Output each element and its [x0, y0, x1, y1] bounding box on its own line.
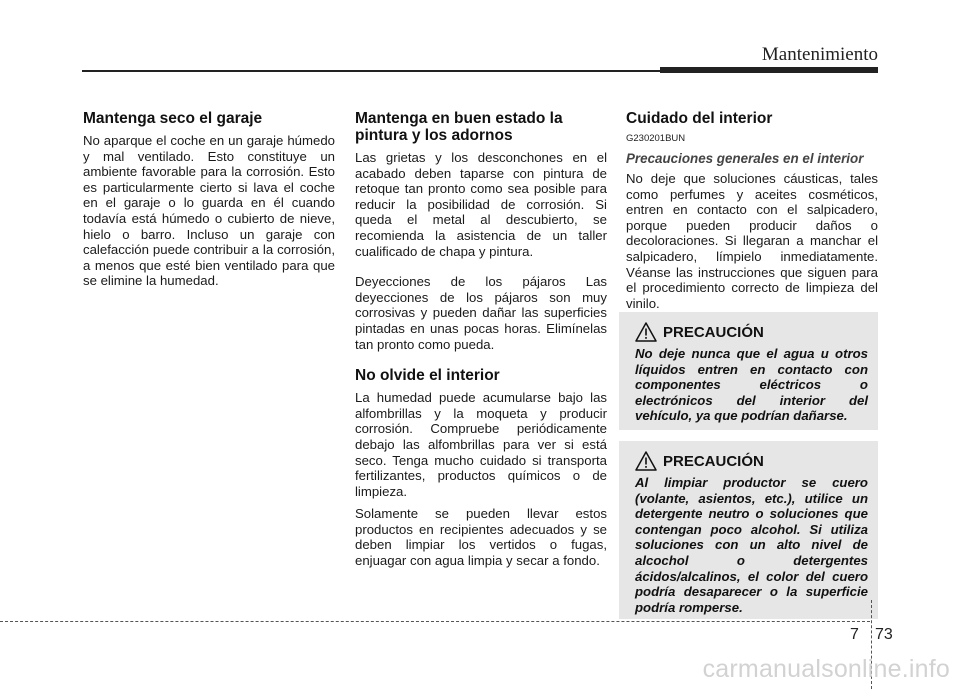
caution-box-liquids: [619, 312, 878, 430]
paint-paragraph: Las grietas y los desconchones en el acabado deben taparse con pintura de retoque tan pronto como sea posible para reducir la posibilidad de corrosión. Si queda el metal al descubierto, se recomienda la asistencia de un taller cualificado de chapa y pintura.: [355, 150, 607, 259]
caution-header: [635, 322, 868, 342]
section-heading-paint: Mantenga en buen estado la pintura y los adornos: [355, 110, 563, 144]
footer-rule: [0, 621, 870, 622]
warning-triangle-icon: [635, 451, 657, 471]
chapter-number: 7: [850, 626, 859, 643]
watermark: carmanualsonline.info: [702, 655, 950, 683]
interior-paragraph: No deje que soluciones cáusticas, tales como perfumes y aceites cosméticos, entren en contacto con el salpicadero, porque pueden producir daños o decoloraciones. Si llegaran a manchar el salpicadero, límpielo inmediatamente. Véanse las instrucciones que siguen para el procedimiento correcto de limpieza del vinilo.: [626, 171, 878, 311]
bird-droppings-paragraph: Deyecciones de los pájaros Las deyecciones de los pájaros son muy corrosivas y pueden dañar las superficies pintadas en unas pocas horas. Elimínelas tan pronto como pueda.: [355, 274, 607, 352]
column-interior-care: [626, 110, 878, 311]
interior-subheading: Precauciones generales en el interior: [626, 151, 864, 166]
caution-header: [635, 451, 868, 471]
section-code: G230201BUN: [626, 133, 686, 144]
section-heading-interior-care: Cuidado del interior: [626, 110, 773, 127]
page-number: 73: [875, 626, 893, 643]
caution-text: Al limpiar productor se cuero (volante, asientos, etc.), utilice un detergente neutro o soluciones que contengan poco alcohol. Si utiliza soluciones con un alto nivel de alcochol o detergentes ácidos/alcalinos, el color del cuero podría desaparecer o la superficie podría romperse.: [635, 475, 868, 615]
caution-title: PRECAUCIÓN: [663, 452, 764, 470]
caution-text: No deje nunca que el agua u otros líquidos entren en contacto con componentes eléctricos o electrónicos del interior del vehículo, ya que podrían dañarse.: [635, 346, 868, 424]
column-paint: [355, 110, 607, 569]
chemicals-paragraph: Solamente se pueden llevar estos productos en recipientes adecuados y se deben limpiar los vertidos o fugas, enjuagar con agua limpia y secar a fondo.: [355, 506, 607, 569]
section-heading-interior-moisture: No olvide el interior: [355, 367, 500, 385]
header-title: Mantenimiento: [761, 44, 878, 65]
caution-title: PRECAUCIÓN: [663, 323, 764, 341]
caution-box-leather: [619, 441, 878, 619]
column-garage: [83, 110, 335, 289]
section-heading-garage: Mantenga seco el garaje: [83, 110, 263, 127]
warning-triangle-icon: [635, 322, 657, 342]
garage-paragraph: No aparque el coche en un garaje húmedo y mal ventilado. Esto constituye un ambiente favorable para la corrosión. Esto es particularmente cierto si lava el coche en el garaje o lo guarda en él cuando todavía está húmedo o cubierto de nieve, hielo o barro. Incluso un garaje con calefacción puede contribuir a la corrosión, a menos que esté bien ventilado para que se elimine la humedad.: [83, 133, 335, 289]
header-rule-accent: [660, 67, 878, 73]
moisture-paragraph: La humedad puede acumularse bajo las alfombrillas y la moqueta y producir corrosión. Compruebe periódicamente debajo las alfombrillas para ver si está seco. Tenga mucho cuidado si transporta fertilizantes, productos químicos o de limpieza.: [355, 390, 607, 499]
header-rule: [82, 70, 682, 72]
